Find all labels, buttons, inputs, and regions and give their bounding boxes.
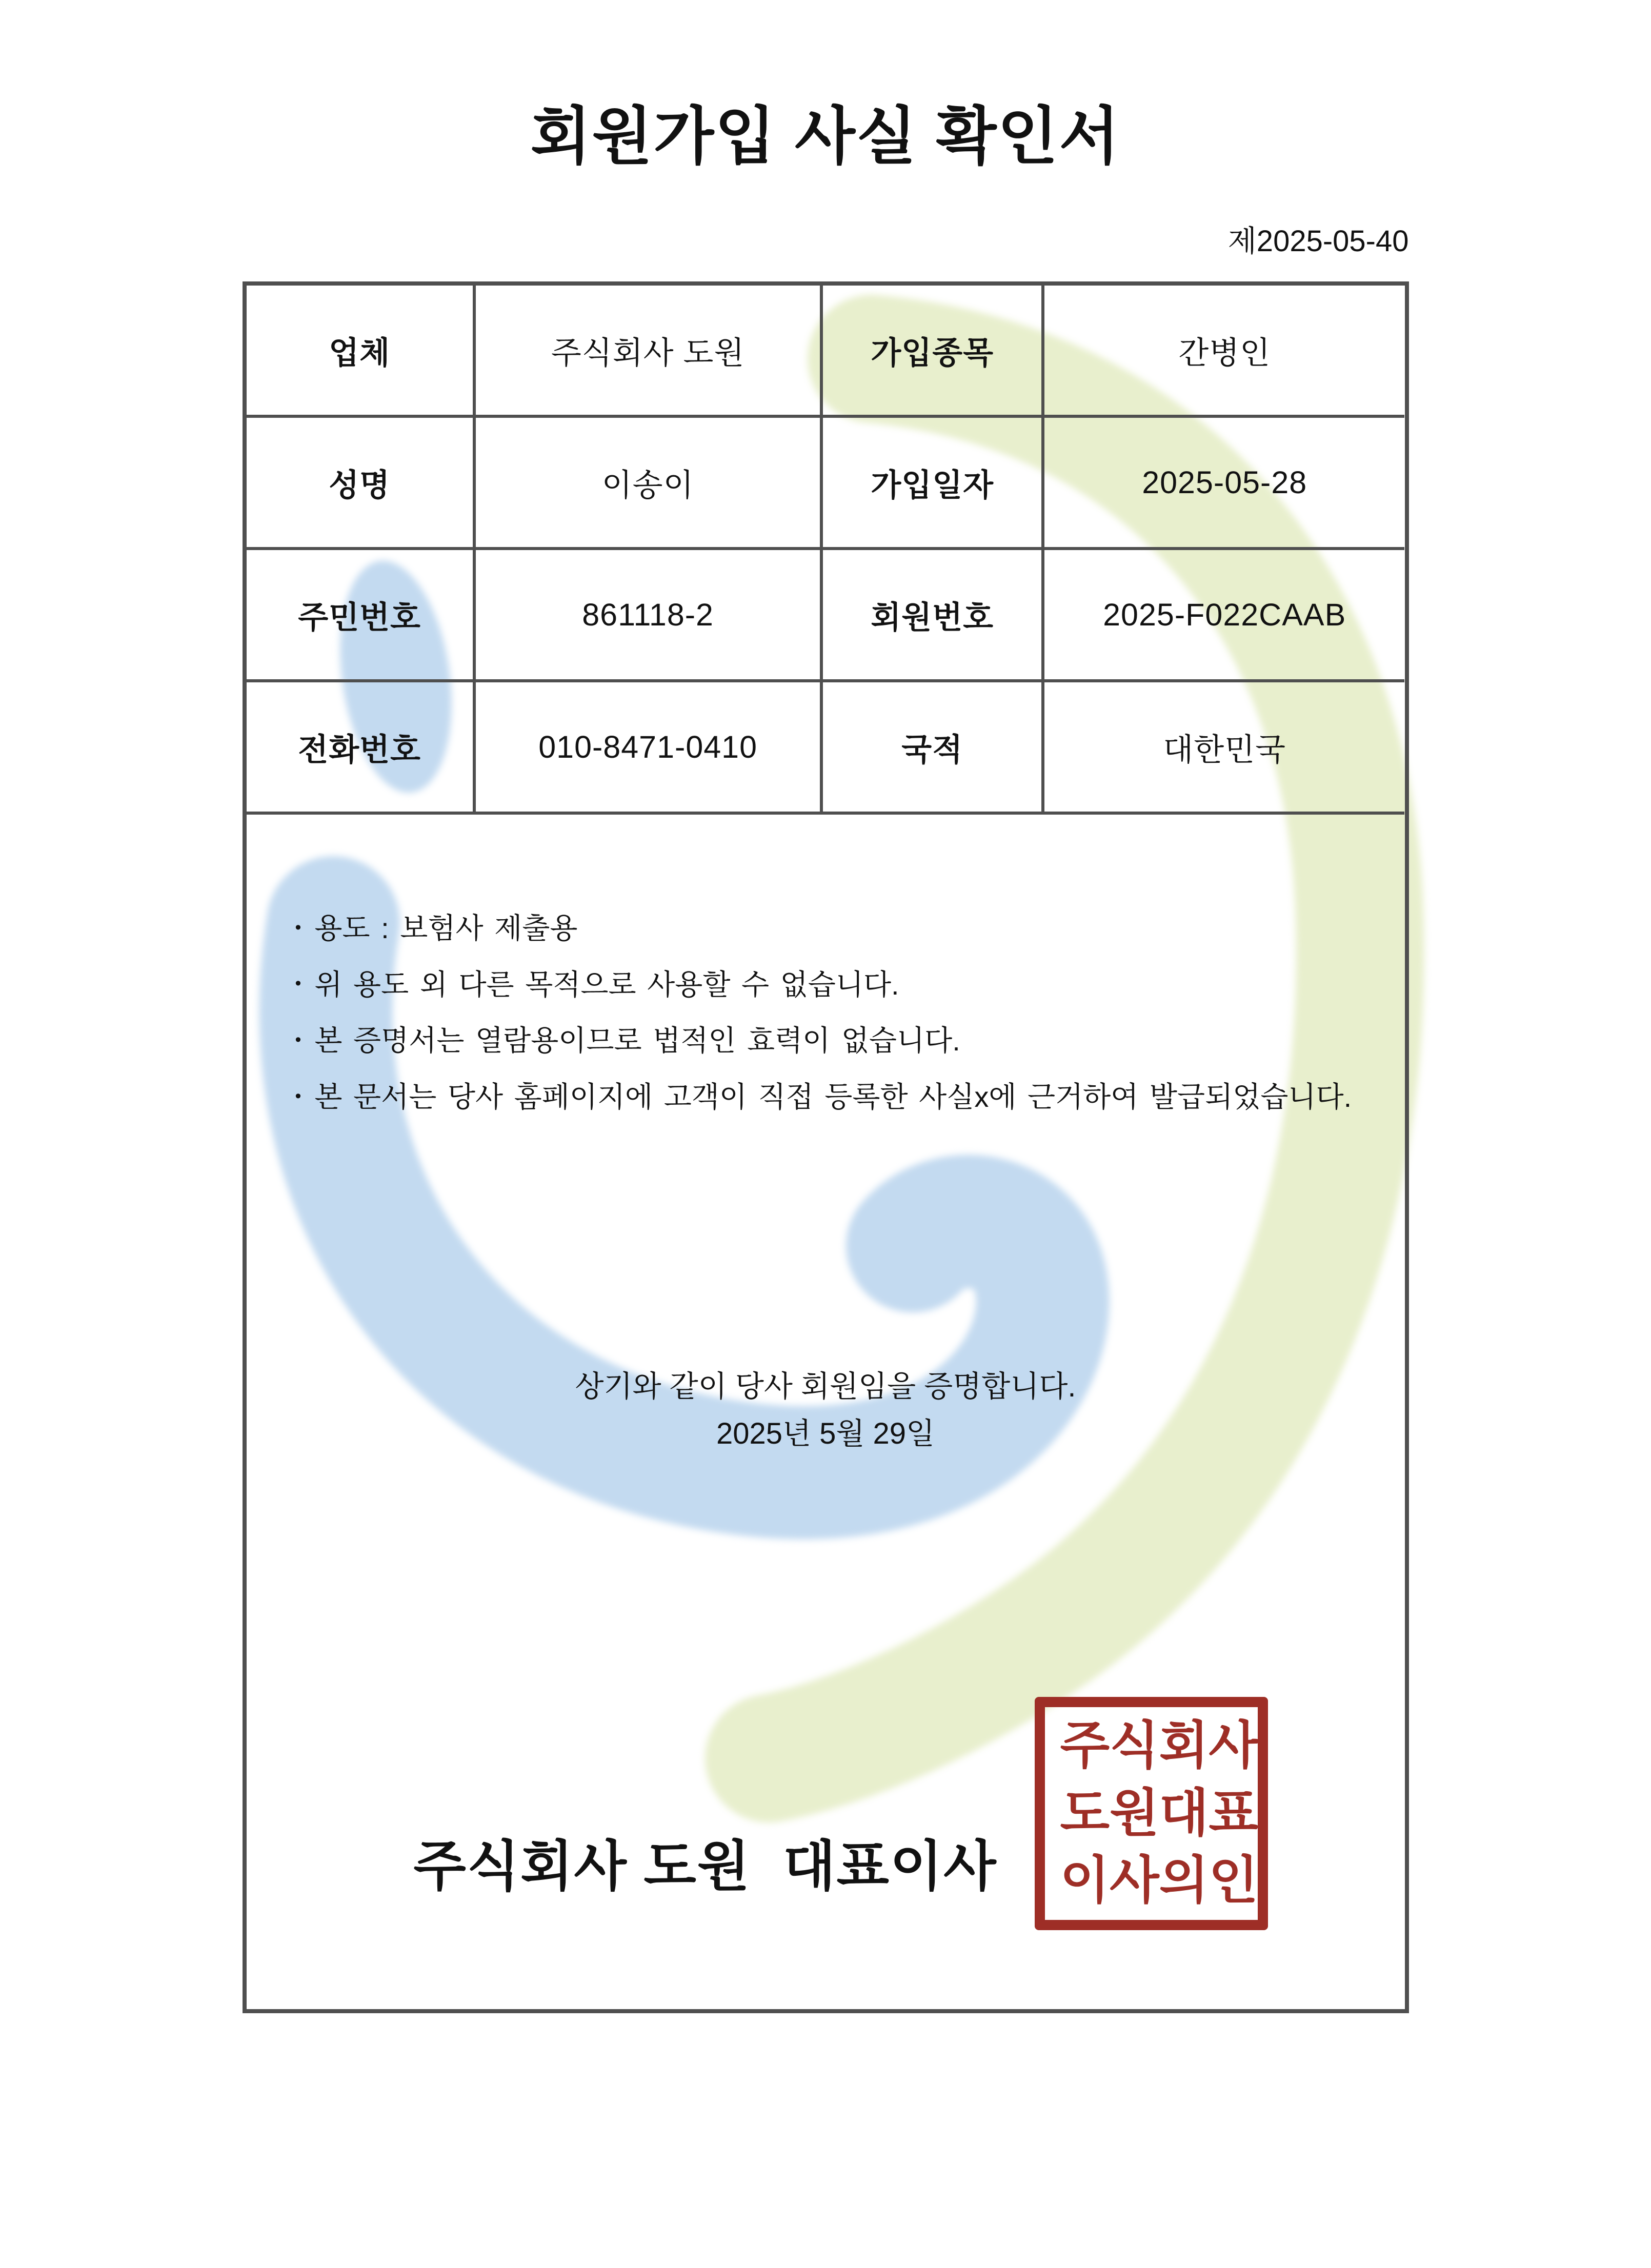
- label-member-number: 회원번호: [823, 550, 1044, 682]
- value-resident-number: 861118-2: [476, 550, 823, 682]
- document-number: 제2025-05-40: [1227, 225, 1409, 258]
- note-text: 위 용도 외 다른 목적으로 사용할 수 없습니다.: [314, 968, 899, 1001]
- certification-statement-block: [247, 1363, 1405, 1457]
- document-title: 회원가입 사실 확인서: [530, 102, 1121, 171]
- signature-line: 주식회사 도원 대표이사: [413, 1836, 997, 1897]
- note-usage: [295, 901, 1352, 958]
- issue-date: 2025년 5월 29일: [716, 1417, 935, 1450]
- label-membership-category: 가입종목: [823, 286, 1044, 418]
- note-restriction: [295, 958, 1352, 1014]
- bullet-icon: •: [295, 917, 301, 937]
- value-member-number: 2025-F022CAAB: [1044, 550, 1405, 682]
- notes-list: [295, 901, 1352, 1126]
- note-text: 본 문서는 당사 홈페이지에 고객이 직접 등록한 사실x에 근거하여 발급되었습니다.: [314, 1081, 1352, 1113]
- seal-row-3: 이 사 의 인: [1060, 1852, 1258, 1909]
- bullet-icon: •: [295, 1086, 301, 1106]
- notes-and-signature-area: [247, 815, 1405, 2009]
- value-nationality: 대한민국: [1044, 682, 1405, 815]
- note-legal: [295, 1014, 1352, 1070]
- seal-row-1: 주 식 회 사: [1060, 1717, 1258, 1774]
- label-join-date: 가입일자: [823, 418, 1044, 550]
- value-join-date: 2025-05-28: [1044, 418, 1405, 550]
- value-company: 주식회사 도원: [476, 286, 823, 418]
- label-name: 성명: [247, 418, 476, 550]
- label-company: 업체: [247, 286, 476, 418]
- value-membership-category: 간병인: [1044, 286, 1405, 418]
- note-source: [295, 1070, 1352, 1126]
- document-number-row: [243, 224, 1409, 259]
- note-text: 용도 : 보험사 제출용: [314, 912, 578, 944]
- value-phone-number: 010-8471-0410: [476, 682, 823, 815]
- value-name: 이송이: [476, 418, 823, 550]
- label-nationality: 국적: [823, 682, 1044, 815]
- document-box: [243, 281, 1409, 2013]
- bullet-icon: •: [295, 1030, 301, 1050]
- seal-row-2: 도 원 대 표: [1060, 1785, 1258, 1842]
- corporate-seal: [1035, 1697, 1268, 1930]
- label-resident-number: 주민번호: [247, 550, 476, 682]
- certification-statement: 상기와 같이 당사 회원임을 증명합니다.: [575, 1370, 1076, 1403]
- note-text: 본 증명서는 열람용이므로 법적인 효력이 없습니다.: [314, 1024, 960, 1057]
- bullet-icon: •: [295, 974, 301, 994]
- label-phone-number: 전화번호: [247, 682, 476, 815]
- info-table: [247, 286, 1405, 815]
